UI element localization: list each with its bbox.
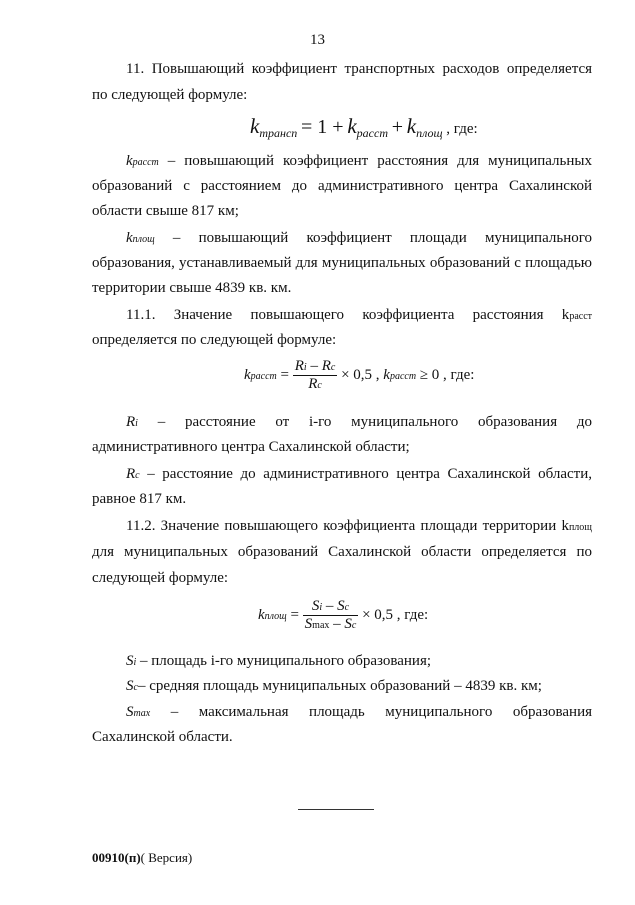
def-k-rasst-line3: области свыше 817 км; — [92, 203, 239, 219]
def-k-plosh-line1: kплощ – повышающий коэффициент площади муниципального — [126, 230, 592, 246]
separator-line — [298, 809, 374, 810]
formula-k-plosh: kплощ = $\frac{Si - Sc}{Smax - Sc}$ × 0,5 , где: — [258, 598, 429, 632]
def-k-rasst-line1: kрасст – повышающий коэффициент расстояния для муниципальных — [126, 153, 592, 169]
footer-code: 00910(п)( Версия) — [92, 850, 193, 865]
para-11-1-line2: определяется по следующей формуле: — [92, 332, 337, 348]
def-ri-line2: административного центра Сахалинской области; — [92, 439, 410, 455]
para-11-1-line1: 11.1. Значение повышающего коэффициента расстояния kрасст — [126, 307, 592, 323]
def-sc: Sc– средняя площадь муниципальных образований – 4839 кв. км; — [126, 678, 542, 694]
fraction-s: $\frac{Si - Sc}{Smax - Sc}$ — [304, 598, 357, 632]
def-k-plosh-line3: территории свыше 4839 кв. км. — [92, 280, 292, 296]
def-ri-line1: Ri – расстояние от i-го муниципального образования до — [126, 414, 592, 430]
fraction-r: $\frac{Ri - Rc}{Rc}$ — [294, 358, 336, 392]
para-11-2-line3: следующей формуле: — [92, 570, 229, 586]
def-si: Si – площадь i-го муниципального образования; — [126, 653, 432, 669]
para-11-2-line1: 11.2. Значение повышающего коэффициента площади территории kплощ — [126, 518, 592, 534]
para-11-2-line2: для муниципальных образований Сахалинской области определяется по — [92, 544, 592, 560]
page-number: 13 — [310, 32, 325, 48]
def-smax-line1: Smax – максимальная площадь муниципального образования — [126, 704, 592, 720]
formula-k-transp: $k_{трансп} = 1 + k_{расст} + k_{площ}$ , где: — [250, 114, 478, 140]
def-smax-line2: Сахалинской области. — [92, 729, 233, 745]
def-k-plosh-line2: образования, устанавливаемый для муниципальных образований с площадью — [92, 255, 592, 271]
def-rc-line2: равное 817 км. — [92, 491, 187, 507]
formula-k-rasst: kрасст = $\frac{Ri - Rc}{Rc}$ × 0,5 , kрасст ≥ 0 , где: — [244, 358, 475, 392]
def-k-rasst-line2: образований с расстоянием до административного центра Сахалинской — [92, 178, 592, 194]
def-rc-line1: Rc – расстояние до административного центра Сахалинской области, — [126, 466, 592, 482]
para-11-line2: по следующей формуле: — [92, 87, 248, 103]
para-11-line1: 11. Повышающий коэффициент транспортных расходов определяется — [126, 61, 592, 77]
